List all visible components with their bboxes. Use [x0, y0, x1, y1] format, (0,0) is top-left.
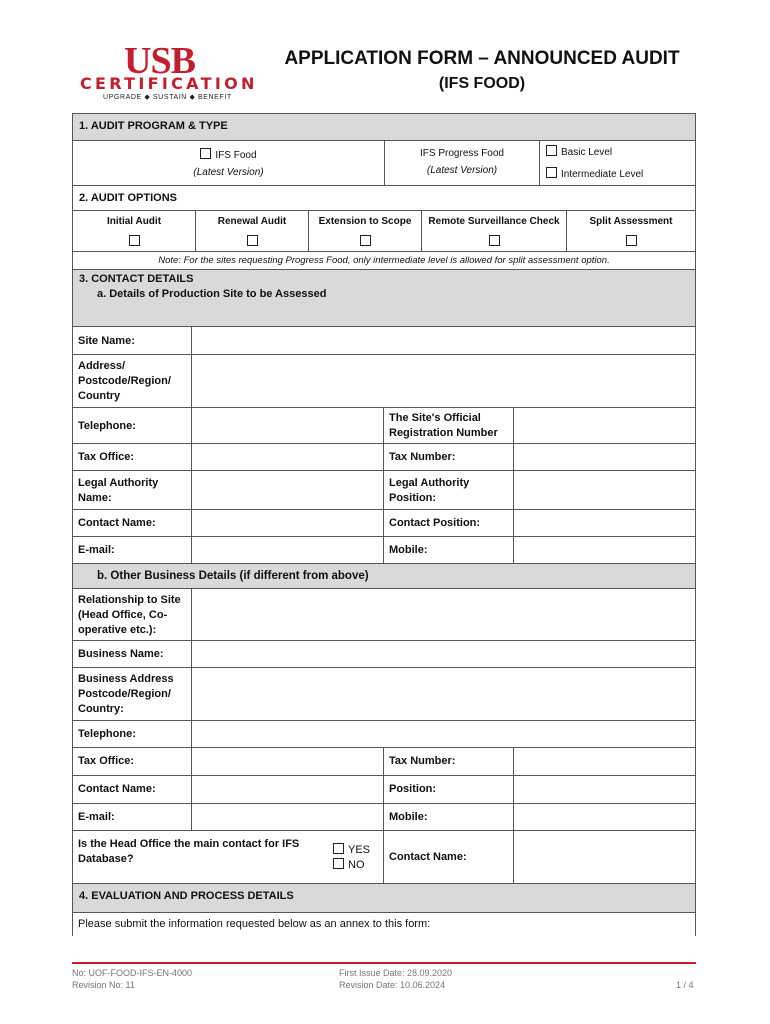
telephone-label: Telephone: [72, 407, 192, 444]
option-remote-surveillance[interactable] [421, 210, 567, 252]
tax-number-label: Tax Number: [383, 443, 514, 471]
form-subtitle: (IFS FOOD) [438, 75, 526, 92]
option-renewal-audit[interactable] [195, 210, 309, 252]
level-cell [539, 140, 696, 186]
business-name-field[interactable] [191, 640, 696, 668]
form-title: APPLICATION FORM – ANNOUNCED AUDIT [284, 48, 680, 69]
official-registration-label: The Site's Official Registration Number [383, 407, 514, 444]
business-contact-name-field[interactable] [191, 775, 384, 804]
option-initial-audit[interactable] [72, 210, 196, 252]
email-field[interactable] [191, 536, 384, 564]
business-telephone-label: Telephone: [72, 720, 192, 748]
ifs-progress-cell [384, 140, 540, 186]
split-assessment-note: Note: For the sites requesting Progress Food, only intermediate level is allowed for split assessment option. [72, 251, 696, 270]
footer-revision-date: Revision Date: 10.06.2024 [339, 980, 446, 990]
ifs-food-option[interactable] [73, 148, 384, 161]
option-extension-scope-label: Extension to Scope [318, 216, 412, 227]
relationship-label: Relationship to Site (Head Office, Co-operative etc.): [72, 588, 192, 641]
business-tax-number-label: Tax Number: [383, 747, 514, 776]
yes-label: YES [348, 844, 371, 856]
intermediate-level-label: Intermediate Level [561, 169, 644, 180]
business-mobile-field[interactable] [513, 803, 696, 831]
telephone-field[interactable] [191, 407, 384, 444]
ifs-food-cell [72, 140, 385, 186]
footer-page-number: 1 / 4 [676, 980, 694, 990]
basic-level-label: Basic Level [561, 147, 613, 158]
contact-name-field[interactable] [191, 509, 384, 537]
business-tax-number-field[interactable] [513, 747, 696, 776]
business-address-field[interactable] [191, 667, 696, 721]
business-tax-office-field[interactable] [191, 747, 384, 776]
section1-header: 1. AUDIT PROGRAM & TYPE [72, 113, 696, 141]
footer-divider [72, 962, 696, 964]
head-office-no-option[interactable] [333, 858, 365, 871]
relationship-field[interactable] [191, 588, 696, 641]
option-split-assessment[interactable] [566, 210, 696, 252]
usb-logo [79, 40, 259, 106]
intermediate-level-checkbox[interactable] [546, 167, 557, 178]
option-renewal-audit-label: Renewal Audit [217, 216, 287, 227]
footer-first-issue-date: First Issue Date: 28.09.2020 [339, 968, 453, 978]
option-remote-surveillance-label: Remote Surveillance Check [428, 216, 560, 227]
option-extension-scope[interactable] [308, 210, 422, 252]
intermediate-level-option[interactable] [546, 167, 695, 180]
logo-usb-text: USB [124, 40, 195, 82]
legal-authority-name-field[interactable] [191, 470, 384, 510]
business-contact-name-label: Contact Name: [72, 775, 192, 804]
option-split-assessment-label: Split Assessment [589, 216, 673, 227]
head-office-contact-name-field[interactable] [513, 830, 696, 884]
footer-revision-number: Revision No: 11 [72, 980, 135, 990]
remote-surveillance-checkbox[interactable] [489, 235, 500, 246]
head-office-yes-option[interactable] [333, 843, 370, 856]
section2-header: 2. AUDIT OPTIONS [72, 185, 696, 211]
footer-doc-number: No: UOF-FOOD-IFS-EN-4000 [72, 968, 193, 978]
business-email-field[interactable] [191, 803, 384, 831]
business-position-label: Position: [383, 775, 514, 804]
address-label: Address/ Postcode/Region/ Country [72, 354, 192, 408]
business-tax-office-label: Tax Office: [72, 747, 192, 776]
business-position-field[interactable] [513, 775, 696, 804]
section3-header: 3. CONTACT DETAILS [79, 273, 194, 285]
renewal-audit-checkbox[interactable] [247, 235, 258, 246]
logo-certification-text: CERTIFICATION [80, 74, 258, 93]
extension-scope-checkbox[interactable] [360, 235, 371, 246]
section3a-header: a. Details of Production Site to be Assessed [97, 288, 327, 300]
business-address-label: Business Address Postcode/Region/ Country: [72, 667, 192, 721]
site-name-label: Site Name: [72, 326, 192, 355]
business-telephone-field[interactable] [191, 720, 696, 748]
head-office-question-cell [72, 830, 384, 884]
tax-office-field[interactable] [191, 443, 384, 471]
section3-header-block [72, 269, 696, 327]
mobile-label: Mobile: [383, 536, 514, 564]
ifs-food-note: (Latest Version) [193, 167, 264, 178]
tax-office-label: Tax Office: [72, 443, 192, 471]
section4-intro: Please submit the information requested below as an annex to this form: [72, 912, 696, 936]
basic-level-checkbox[interactable] [546, 145, 557, 156]
contact-position-field[interactable] [513, 509, 696, 537]
ifs-progress-note: (Latest Version) [426, 165, 498, 176]
business-mobile-label: Mobile: [383, 803, 514, 831]
option-initial-audit-label: Initial Audit [106, 216, 162, 227]
business-email-label: E-mail: [72, 803, 192, 831]
site-name-field[interactable] [191, 326, 696, 355]
basic-level-option[interactable] [546, 145, 695, 158]
contact-name-label: Contact Name: [72, 509, 192, 537]
split-assessment-checkbox[interactable] [626, 235, 637, 246]
no-label: NO [348, 859, 365, 871]
ifs-progress-label: IFS Progress Food [420, 148, 504, 159]
section4-header: 4. EVALUATION AND PROCESS DETAILS [72, 883, 696, 913]
logo-tagline: UPGRADE ◆ SUSTAIN ◆ BENEFIT [103, 94, 232, 101]
head-office-question: Is the Head Office the main contact for IFS Database? [78, 838, 300, 865]
yes-checkbox[interactable] [333, 843, 344, 854]
ifs-food-checkbox[interactable] [200, 148, 211, 159]
section3b-header: b. Other Business Details (if different from above) [72, 563, 696, 589]
head-office-contact-name-label: Contact Name: [383, 830, 514, 884]
ifs-food-label: IFS Food [215, 150, 257, 161]
address-field[interactable] [191, 354, 696, 408]
legal-authority-position-field[interactable] [513, 470, 696, 510]
legal-authority-position-label: Legal Authority Position: [383, 470, 514, 510]
official-registration-field[interactable] [513, 407, 696, 444]
initial-audit-checkbox[interactable] [129, 235, 140, 246]
mobile-field[interactable] [513, 536, 696, 564]
email-label: E-mail: [72, 536, 192, 564]
tax-number-field[interactable] [513, 443, 696, 471]
legal-authority-name-label: Legal Authority Name: [72, 470, 192, 510]
no-checkbox[interactable] [333, 858, 344, 869]
contact-position-label: Contact Position: [383, 509, 514, 537]
business-name-label: Business Name: [72, 640, 192, 668]
